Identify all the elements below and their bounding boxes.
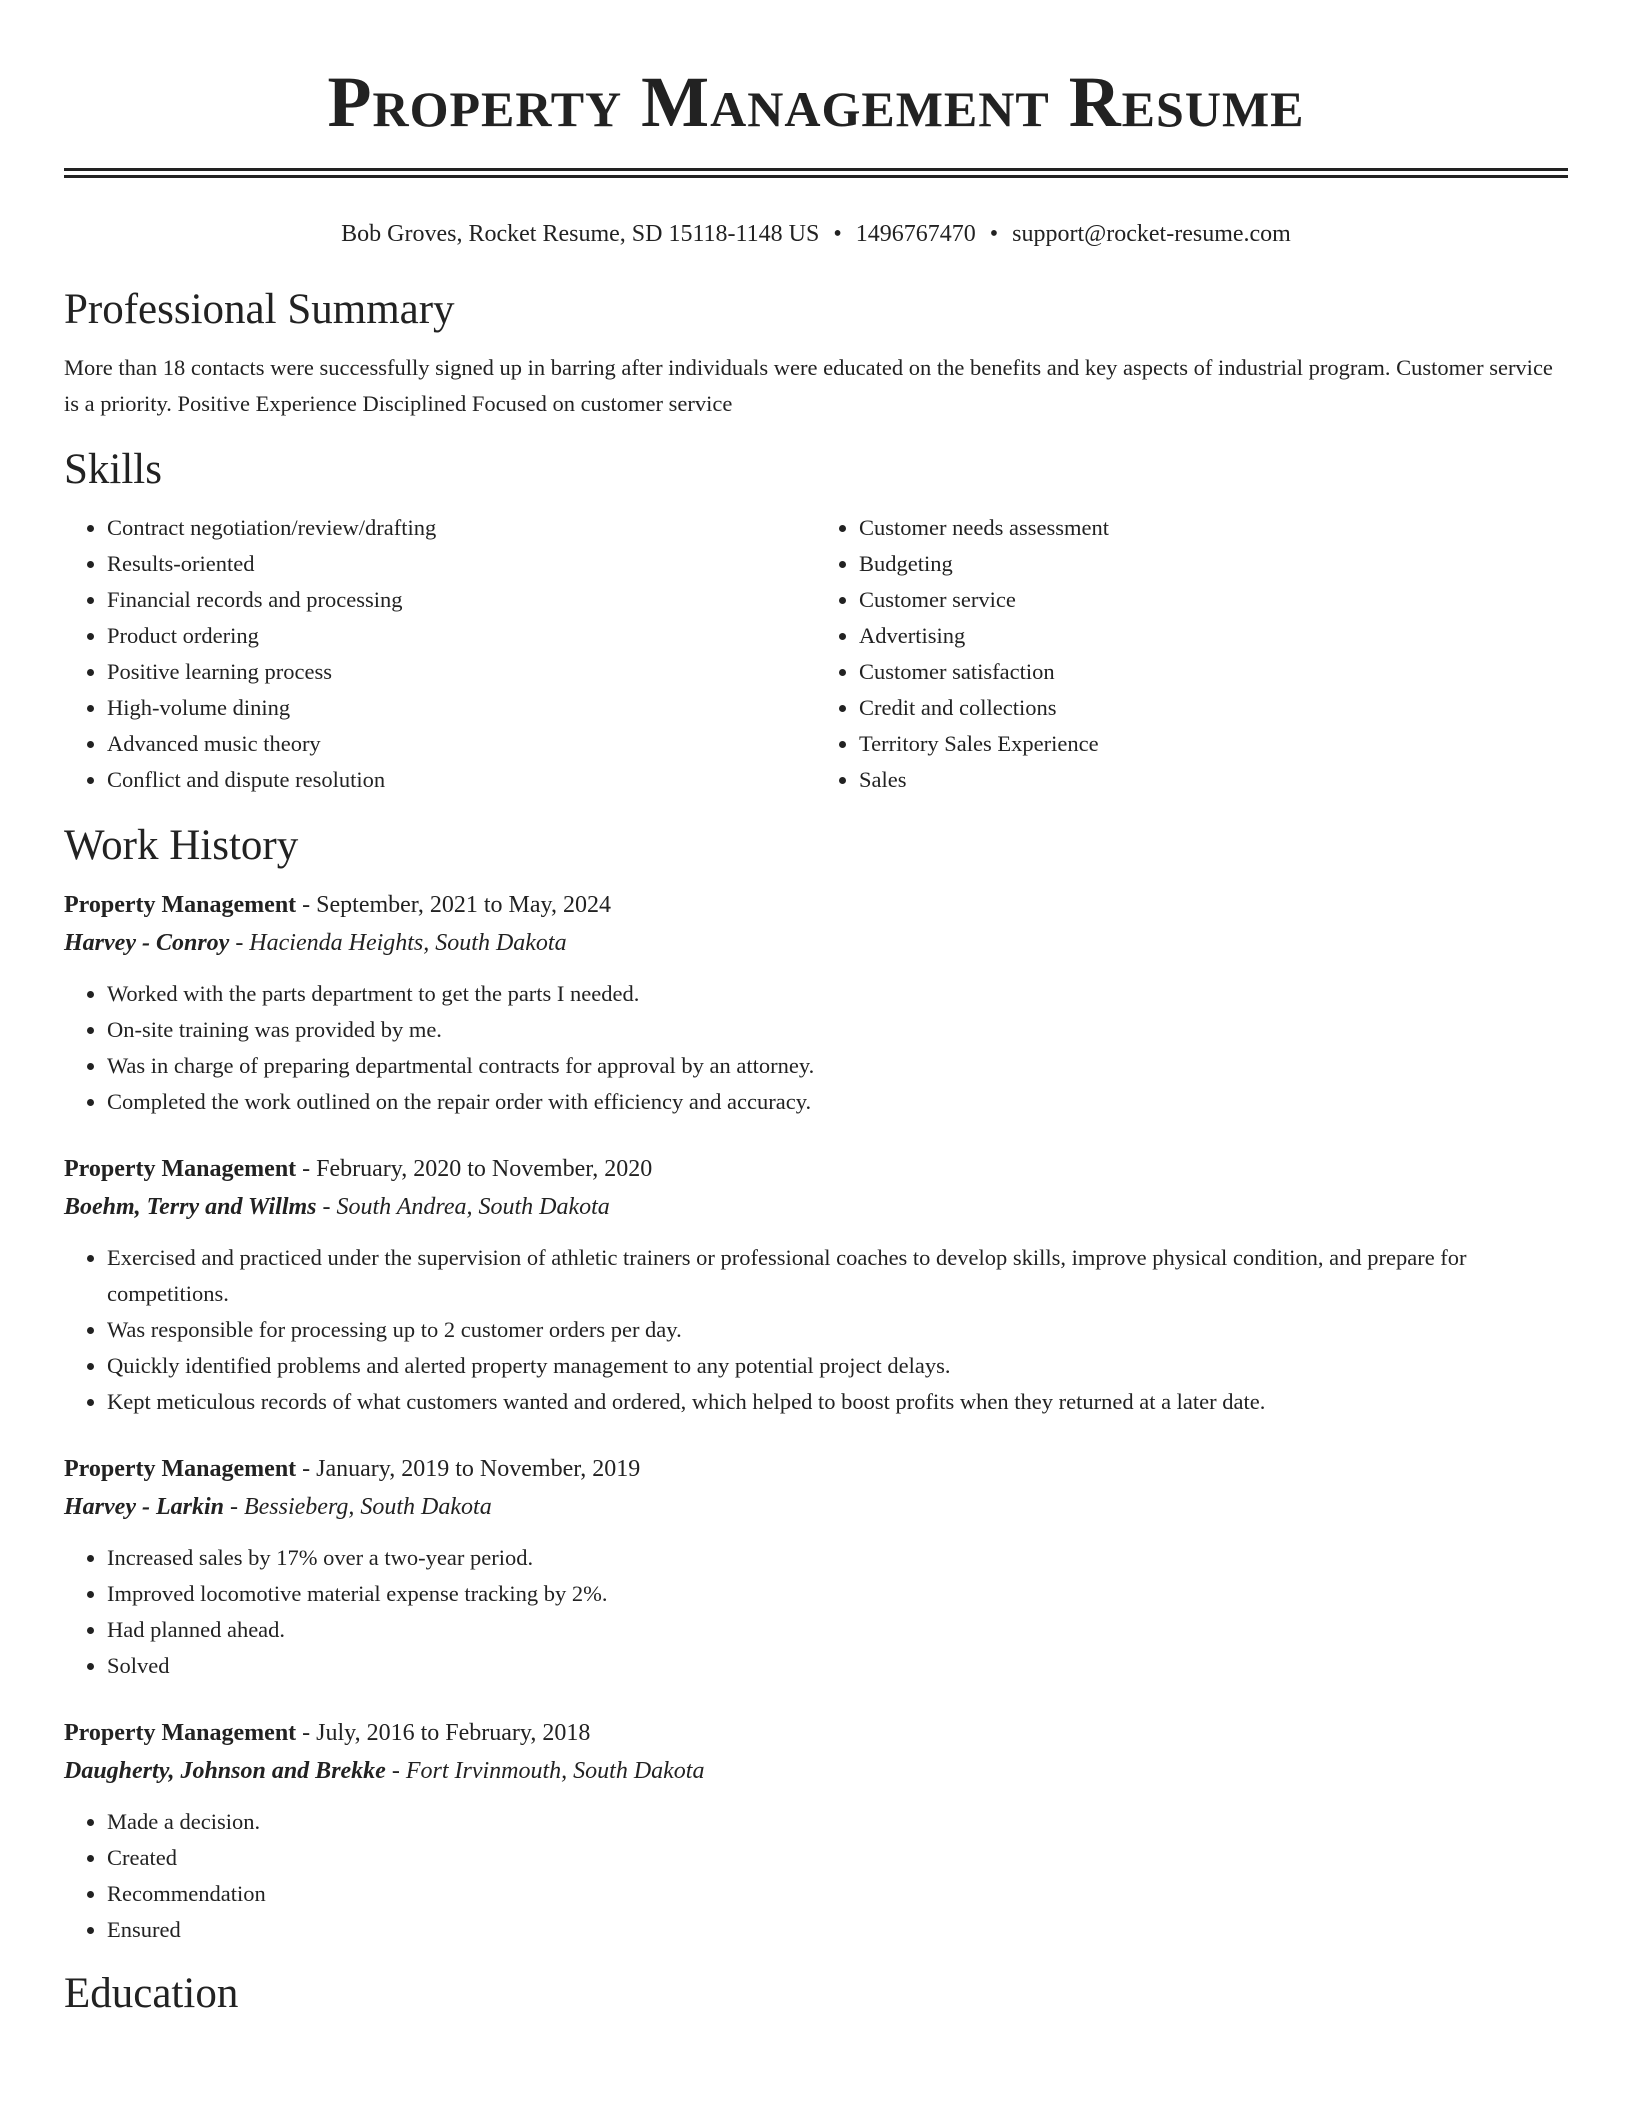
job-entry	[64, 886, 1568, 1120]
job-dates: - September, 2021 to May, 2024	[296, 892, 611, 918]
job-title-line	[64, 1450, 1568, 1488]
contact-separator: •	[989, 221, 999, 247]
job-bullet: • Worked with the parts department to get the parts I needed.	[107, 976, 1568, 1012]
job-bullet: • Recommendation	[107, 1876, 1568, 1912]
job-location: - Hacienda Heights, South Dakota	[229, 930, 567, 956]
job-title: Property Management	[64, 892, 297, 918]
job-title-line	[64, 1714, 1568, 1752]
title-double-rule	[64, 168, 1568, 178]
job-entry	[64, 1150, 1568, 1420]
skill-item: • Financial records and processing	[107, 582, 816, 618]
skill-item: • Credit and collections	[859, 690, 1568, 726]
job-company: Harvey - Conroy	[64, 930, 230, 956]
job-bullet: • Was responsible for processing up to 2 customer orders per day.	[107, 1312, 1568, 1348]
skill-item: • Customer satisfaction	[859, 654, 1568, 690]
contact-separator: •	[833, 221, 842, 247]
job-dates: - February, 2020 to November, 2020	[296, 1156, 653, 1182]
job-location: - Fort Irvinmouth, South Dakota	[385, 1758, 705, 1784]
contact-line	[64, 218, 1568, 250]
contact-address: Bob Groves, Rocket Resume, SD 15118-1148 US	[341, 221, 820, 247]
skill-item: • Positive learning process	[107, 654, 816, 690]
contact-email: support@rocket-resume.com	[1012, 221, 1291, 247]
job-bullet: • Solved	[107, 1648, 1568, 1684]
job-company-line	[64, 1752, 1568, 1790]
contact-phone: 1496767470	[855, 221, 976, 247]
job-location: - Bessieberg, South Dakota	[223, 1494, 492, 1520]
job-location: - South Andrea, South Dakota	[316, 1194, 610, 1220]
job-dates: - January, 2019 to November, 2019	[296, 1456, 641, 1482]
job-bullet: • On-site training was provided by me.	[107, 1012, 1568, 1048]
skill-item: • Results-oriented	[107, 546, 816, 582]
job-company: Harvey - Larkin	[64, 1494, 224, 1520]
skill-item: • Advertising	[859, 618, 1568, 654]
skill-item: • High-volume dining	[107, 690, 816, 726]
job-title: Property Management	[64, 1156, 297, 1182]
skill-item: • Territory Sales Experience	[859, 726, 1568, 762]
resume-title: Property Management Resume	[327, 62, 1305, 142]
job-bullet: • Had planned ahead.	[107, 1612, 1568, 1648]
job-bullets	[64, 1804, 1568, 1948]
job-bullet: • Created	[107, 1840, 1568, 1876]
job-entry	[64, 1714, 1568, 1948]
summary-heading: Professional Summary	[64, 286, 455, 333]
job-company-line	[64, 1488, 1568, 1526]
job-company-line	[64, 924, 1568, 962]
skill-item: • Budgeting	[859, 546, 1568, 582]
job-title-line	[64, 1150, 1568, 1188]
job-title: Property Management	[64, 1456, 297, 1482]
job-entry	[64, 1450, 1568, 1684]
job-bullet: • Was in charge of preparing departmental contracts for approval by an attorney.	[107, 1048, 1568, 1084]
job-bullet: • Improved locomotive material expense tracking by 2%.	[107, 1576, 1568, 1612]
job-bullets	[64, 1240, 1568, 1420]
job-bullet: • Increased sales by 17% over a two-year period.	[107, 1540, 1568, 1576]
skill-item: • Product ordering	[107, 618, 816, 654]
job-bullet: • Quickly identified problems and alerted property management to any potential project delays.	[107, 1348, 1568, 1384]
job-company-line	[64, 1188, 1568, 1226]
education-heading: Education	[64, 1970, 239, 2017]
summary-text: More than 18 contacts were successfully signed up in barring after individuals were educated on the benefits and key aspects of industrial program. Customer service is a priority. Positive Experience Disciplined Focused on customer service	[64, 355, 1553, 416]
skills-columns	[64, 510, 1568, 798]
job-dates: - July, 2016 to February, 2018	[296, 1720, 591, 1746]
skill-item: • Advanced music theory	[107, 726, 816, 762]
skills-list-right	[816, 510, 1568, 798]
skill-item: • Sales	[859, 762, 1568, 798]
job-bullet: • Made a decision.	[107, 1804, 1568, 1840]
resume-page	[64, 0, 1568, 2020]
job-company: Daugherty, Johnson and Brekke	[64, 1758, 386, 1784]
job-title-line	[64, 886, 1568, 924]
skills-heading: Skills	[64, 446, 162, 493]
skill-item: • Customer service	[859, 582, 1568, 618]
job-bullet: • Exercised and practiced under the supervision of athletic trainers or professional coaches to develop skills, improve physical condition, and prepare for competitions.	[107, 1240, 1568, 1312]
work-history-heading: Work History	[64, 822, 299, 869]
job-bullet: • Ensured	[107, 1912, 1568, 1948]
job-bullet: • Kept meticulous records of what customers wanted and ordered, which helped to boost profits when they returned at a later date.	[107, 1384, 1568, 1420]
job-company: Boehm, Terry and Willms	[64, 1194, 317, 1220]
skill-item: • Contract negotiation/review/drafting	[107, 510, 816, 546]
skill-item: • Customer needs assessment	[859, 510, 1568, 546]
skill-item: • Conflict and dispute resolution	[107, 762, 816, 798]
job-title: Property Management	[64, 1720, 297, 1746]
skills-list-left	[64, 510, 816, 798]
job-bullets	[64, 1540, 1568, 1684]
job-bullet: • Completed the work outlined on the repair order with efficiency and accuracy.	[107, 1084, 1568, 1120]
job-bullets	[64, 976, 1568, 1120]
